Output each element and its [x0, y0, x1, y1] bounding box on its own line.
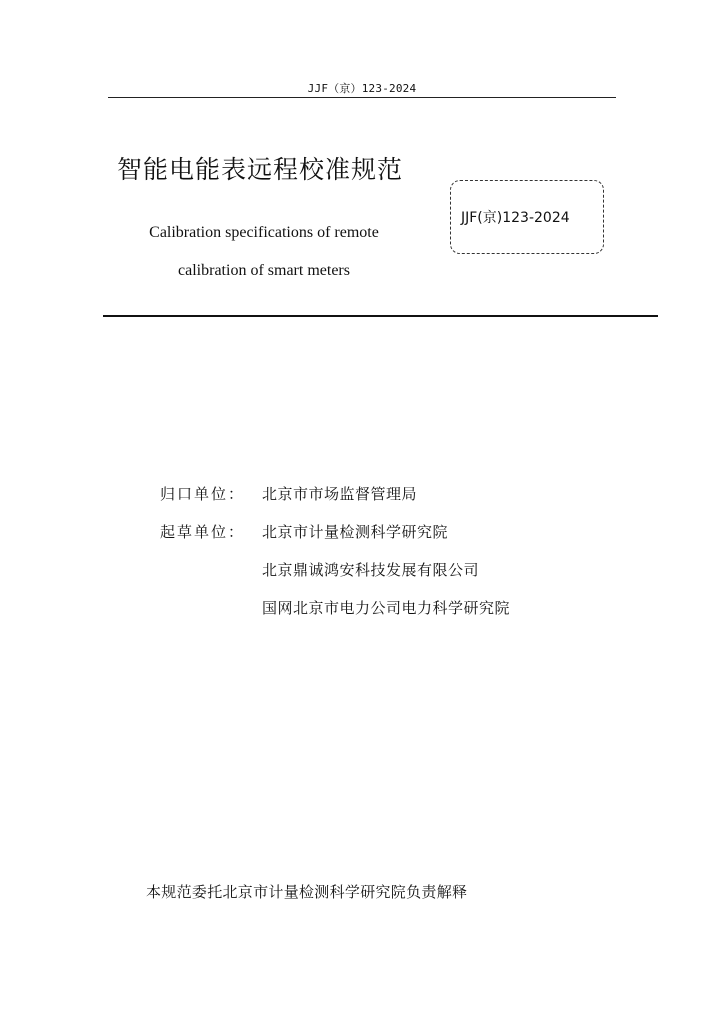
standard-code-box: [450, 180, 604, 254]
drafting-unit-value-1: 北京市计量检测科学研究院: [262, 523, 449, 541]
drafting-unit-value-3: 国网北京市电力公司电力科学研究院: [262, 599, 511, 617]
standard-code-text: JJF(京)123-2024: [461, 210, 570, 226]
header-divider: [108, 97, 616, 98]
title-english-line-1: Calibration specifications of remote: [149, 224, 379, 241]
title-divider: [103, 315, 658, 317]
page-title-chinese: 智能电能表远程校准规范: [117, 155, 404, 184]
page-title-english: [108, 214, 420, 290]
drafting-unit-label: 起草单位：: [160, 523, 246, 541]
responsible-unit-value: 北京市市场监督管理局: [262, 485, 418, 503]
drafting-unit-value-2: 北京鼎诚鸿安科技发展有限公司: [262, 561, 480, 579]
header-standard-code: JJF（京）123-2024: [307, 82, 417, 95]
title-english-line-2: calibration of smart meters: [178, 262, 350, 279]
interpretation-note: 本规范委托北京市计量检测科学研究院负责解释: [146, 883, 468, 901]
responsible-unit-label: 归口单位：: [160, 485, 246, 503]
